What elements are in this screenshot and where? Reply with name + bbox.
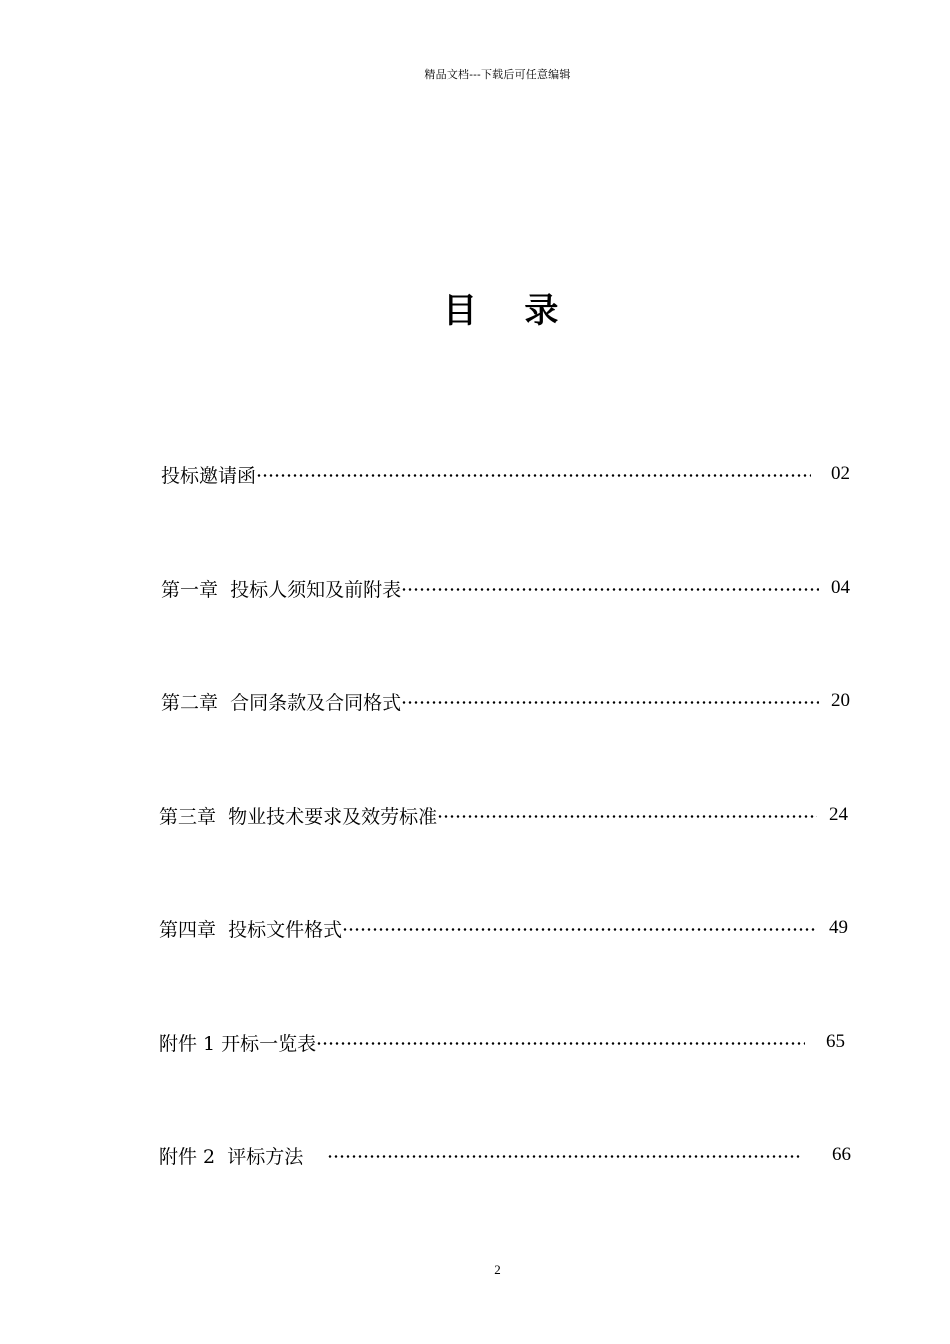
toc-entry[interactable] — [161, 459, 811, 489]
toc-leader-dots — [401, 573, 819, 603]
toc-entry-label: 第四章 投标文件格式 — [159, 918, 343, 941]
toc-entry[interactable] — [159, 800, 817, 830]
toc-entry-page: 65 — [826, 1031, 845, 1052]
toc-entry-page: 20 — [831, 690, 850, 711]
toc-entry[interactable] — [159, 1140, 801, 1170]
toc-leader-dots — [256, 459, 811, 489]
toc-leader-dots — [437, 800, 817, 830]
toc-entry-label: 附件 2 评标方法 — [159, 1145, 328, 1168]
toc-entry-label: 附件 1 开标一览表 — [159, 1032, 317, 1055]
header-note: 精品文档---下载后可任意编辑 — [424, 68, 571, 81]
toc-entry-label: 第三章 物业技术要求及效劳标准 — [159, 805, 438, 828]
toc-entry[interactable] — [161, 573, 819, 603]
toc-entry-label: 投标邀请函 — [161, 464, 257, 487]
toc-entry-label: 第二章 合同条款及合同格式 — [161, 691, 402, 714]
toc-entry[interactable] — [159, 1027, 805, 1057]
toc-entry-page: 24 — [829, 804, 848, 825]
toc-entry[interactable] — [161, 686, 819, 716]
toc-entry-page: 49 — [829, 917, 848, 938]
toc-leader-dots — [327, 1140, 801, 1170]
toc-entry[interactable] — [159, 913, 817, 943]
toc-entry-page: 66 — [832, 1144, 851, 1165]
toc-leader-dots — [401, 686, 819, 716]
toc-entry-page: 04 — [831, 577, 850, 598]
toc-leader-dots — [316, 1027, 805, 1057]
toc-entry-label: 第一章 投标人须知及前附表 — [161, 578, 402, 601]
toc-title: 目 录 — [443, 291, 559, 331]
toc-entry-page: 02 — [831, 463, 850, 484]
toc-leader-dots — [342, 913, 817, 943]
page-number: 2 — [494, 1262, 501, 1277]
